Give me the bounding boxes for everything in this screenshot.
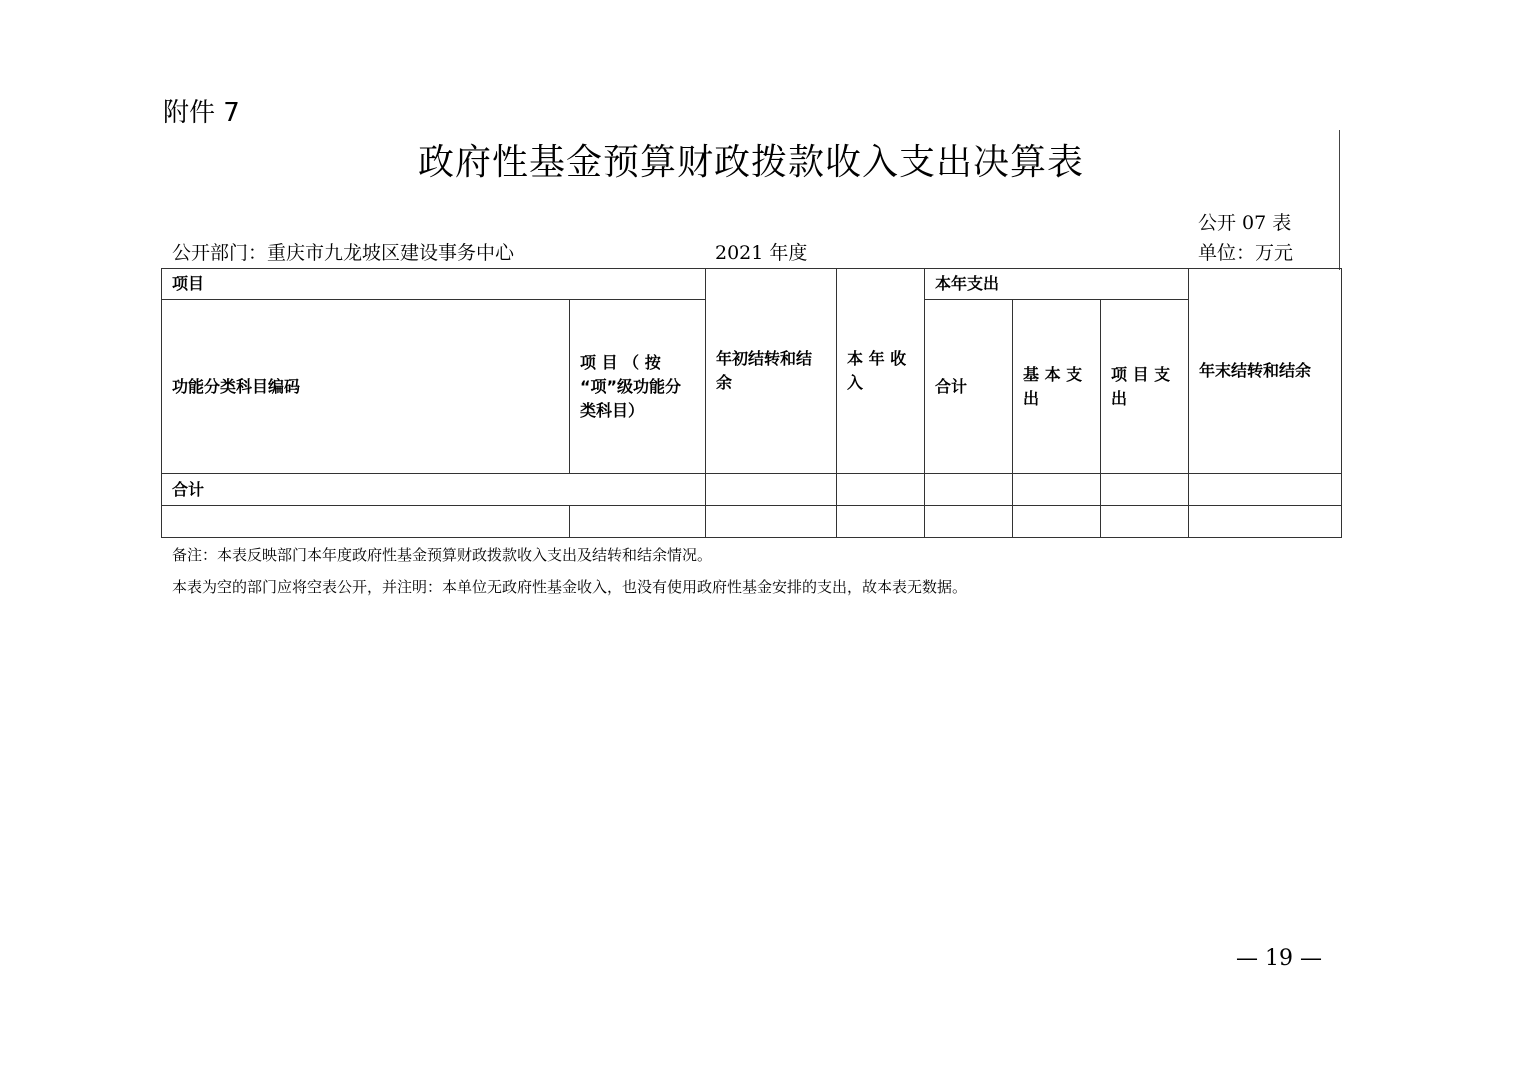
header-current-expense: 本年支出 xyxy=(925,269,1189,300)
table-cell xyxy=(162,506,570,538)
empty-row xyxy=(162,506,1342,538)
header-basic-expense: 基 本 支 出 xyxy=(1013,300,1101,474)
table-cell xyxy=(1189,506,1342,538)
budget-table xyxy=(161,268,1342,538)
page-number: — 19 — xyxy=(1236,946,1322,971)
table-cell xyxy=(1013,506,1101,538)
table-cell xyxy=(925,506,1013,538)
table-number: 公开 07 表 xyxy=(1198,212,1292,234)
table-cell xyxy=(837,506,925,538)
department-label: 公开部门：重庆市九龙坡区建设事务中心 xyxy=(172,242,515,264)
table-cell xyxy=(706,474,837,506)
total-row-label: 合计 xyxy=(162,474,706,506)
header-current-income: 本 年 收 入 xyxy=(837,269,925,474)
header-project-expense: 项 目 支 出 xyxy=(1101,300,1189,474)
header-begin-balance: 年初结转和结余 xyxy=(706,269,837,474)
table-cell xyxy=(1101,506,1189,538)
header-total: 合计 xyxy=(925,300,1013,474)
header-func-code: 功能分类科目编码 xyxy=(162,300,570,474)
table-cell xyxy=(1013,474,1101,506)
year-label: 2021 年度 xyxy=(715,242,808,264)
table-cell xyxy=(570,506,706,538)
table-cell xyxy=(706,506,837,538)
total-row xyxy=(162,474,1342,506)
table-cell xyxy=(837,474,925,506)
note-line-2: 本表为空的部门应将空表公开，并注明：本单位无政府性基金收入，也没有使用政府性基金安排的支出，故本表无数据。 xyxy=(172,578,968,596)
page-title: 政府性基金预算财政拨款收入支出决算表 xyxy=(417,142,1084,183)
table-cell xyxy=(1189,474,1342,506)
table-cell xyxy=(925,474,1013,506)
margin-divider xyxy=(1339,130,1340,270)
header-item-name: 项 目 （ 按 “项”级功能分类科目） xyxy=(570,300,706,474)
attachment-label: 附件 7 xyxy=(163,98,240,128)
table-cell xyxy=(1101,474,1189,506)
header-project: 项目 xyxy=(162,269,706,300)
note-line-1: 备注：本表反映部门本年度政府性基金预算财政拨款收入支出及结转和结余情况。 xyxy=(172,546,713,564)
header-end-balance: 年末结转和结余 xyxy=(1189,269,1342,474)
unit-label: 单位：万元 xyxy=(1198,242,1294,264)
